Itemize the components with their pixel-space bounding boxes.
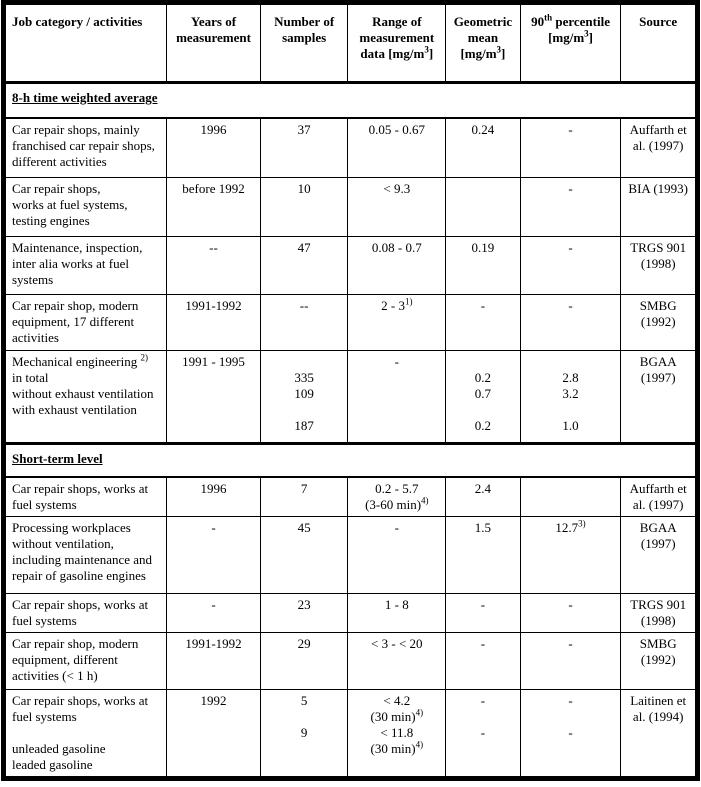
col-header-geometric-mean: Geometric mean $[mg/m^3]$ [446, 5, 521, 83]
cell-years: before 1992 [167, 178, 261, 237]
cell-geometric-mean: 0.2 0.7 0.2 [446, 351, 521, 444]
cell-source: BGAA (1997) [621, 351, 696, 444]
cell-90th-percentile [520, 477, 621, 517]
table-row [6, 477, 696, 517]
cell-90th-percentile: 12.7$^{3)}$ [520, 516, 621, 593]
table-row [6, 237, 696, 295]
cell-samples: 5 9 [260, 689, 348, 776]
table-row [6, 593, 696, 632]
cell-90th-percentile: - [520, 593, 621, 632]
table-row [6, 689, 696, 776]
section-title-8h-twa: 8-h time weighted average [12, 90, 158, 105]
cell-years: - [167, 516, 261, 593]
cell-geometric-mean: 0.24 [446, 118, 521, 178]
cell-job-category: Car repair shop, modern equipment, 17 different activities [6, 295, 167, 351]
col-header-source: Source [621, 5, 696, 83]
cell-90th-percentile: 2.8 3.2 1.0 [520, 351, 621, 444]
cell-geometric-mean: - [446, 593, 521, 632]
cell-samples: 45 [260, 516, 348, 593]
cell-years: 1996 [167, 118, 261, 178]
cell-90th-percentile: - [520, 178, 621, 237]
cell-job-category: Car repair shops, works at fuel systems [6, 593, 167, 632]
cell-source: SMBG (1992) [621, 295, 696, 351]
cell-90th-percentile: - [520, 118, 621, 178]
cell-geometric-mean: - - [446, 689, 521, 776]
col-header-range: Range of measurement data $[mg/m^3]$ [348, 5, 446, 83]
cell-geometric-mean: 1.5 [446, 516, 521, 593]
cell-geometric-mean: - [446, 295, 521, 351]
table-row [6, 178, 696, 237]
col-header-job-category: Job category / activities [6, 5, 167, 83]
cell-years: -- [167, 237, 261, 295]
table-row [6, 295, 696, 351]
cell-geometric-mean [446, 178, 521, 237]
col-header-samples: Number of samples [260, 5, 348, 83]
header-row [6, 5, 696, 83]
cell-range: 2 - 3$^{1)}$ [348, 295, 446, 351]
cell-job-category: Car repair shops, works at fuel systems unleaded gasoline leaded gasoline [6, 689, 167, 776]
cell-range: 0.08 - 0.7 [348, 237, 446, 295]
cell-years: 1992 [167, 689, 261, 776]
cell-90th-percentile: - - [520, 689, 621, 776]
cell-range: < 3 - < 20 [348, 632, 446, 689]
cell-source: Laitinen et al. (1994) [621, 689, 696, 776]
cell-samples: 23 [260, 593, 348, 632]
cell-source: BGAA (1997) [621, 516, 696, 593]
cell-samples: 29 [260, 632, 348, 689]
cell-range: - [348, 351, 446, 444]
cell-geometric-mean: 0.19 [446, 237, 521, 295]
cell-source: TRGS 901 (1998) [621, 237, 696, 295]
col-header-years: Years of measurement [167, 5, 261, 83]
cell-90th-percentile: - [520, 237, 621, 295]
cell-source: TRGS 901 (1998) [621, 593, 696, 632]
cell-years: 1996 [167, 477, 261, 517]
cell-range: 0.05 - 0.67 [348, 118, 446, 178]
cell-job-category: Maintenance, inspection, inter alia works at fuel systems [6, 237, 167, 295]
cell-source: Auffarth et al. (1997) [621, 118, 696, 178]
section-header-short-term [6, 444, 696, 477]
cell-years: 1991-1992 [167, 295, 261, 351]
cell-samples: -- [260, 295, 348, 351]
table-row [6, 632, 696, 689]
section-title-short-term: Short-term level [12, 451, 103, 466]
cell-source: Auffarth et al. (1997) [621, 477, 696, 517]
table-row [6, 118, 696, 178]
cell-job-category: Car repair shop, modern equipment, different activities (< 1 h) [6, 632, 167, 689]
cell-years: 1991-1992 [167, 632, 261, 689]
cell-source: SMBG (1992) [621, 632, 696, 689]
cell-job-category: Car repair shops, works at fuel systems, testing engines [6, 178, 167, 237]
cell-job-category: Car repair shops, mainly franchised car repair shops, different activities [6, 118, 167, 178]
measurement-data-table [5, 4, 696, 777]
cell-geometric-mean: 2.4 [446, 477, 521, 517]
cell-range: < 4.2 (30 min)$^{4)}$ < 11.8 (30 min)$^{4)}$ [348, 689, 446, 776]
table-row [6, 516, 696, 593]
table-border-frame [1, 0, 700, 781]
cell-job-category: Mechanical engineering $^{2)}$ in total without exhaust ventilation with exhaust ventilation [6, 351, 167, 444]
cell-90th-percentile: - [520, 632, 621, 689]
table-row [6, 351, 696, 444]
cell-range: 1 - 8 [348, 593, 446, 632]
cell-range: - [348, 516, 446, 593]
cell-samples: 37 [260, 118, 348, 178]
cell-samples: 10 [260, 178, 348, 237]
cell-samples: 47 [260, 237, 348, 295]
section-header-8h-twa [6, 83, 696, 118]
cell-range: < 9.3 [348, 178, 446, 237]
cell-range: 0.2 - 5.7 (3-60 min)$^{4)}$ [348, 477, 446, 517]
cell-geometric-mean: - [446, 632, 521, 689]
col-header-90th-percentile: 90th percentile $[mg/m^3]$ [520, 5, 621, 83]
cell-years: - [167, 593, 261, 632]
cell-source: BIA (1993) [621, 178, 696, 237]
cell-job-category: Car repair shops, works at fuel systems [6, 477, 167, 517]
cell-samples: 335 109 187 [260, 351, 348, 444]
cell-samples: 7 [260, 477, 348, 517]
cell-90th-percentile: - [520, 295, 621, 351]
cell-years: 1991 - 1995 [167, 351, 261, 444]
cell-job-category: Processing workplaces without ventilation, including maintenance and repair of gasoline engines [6, 516, 167, 593]
